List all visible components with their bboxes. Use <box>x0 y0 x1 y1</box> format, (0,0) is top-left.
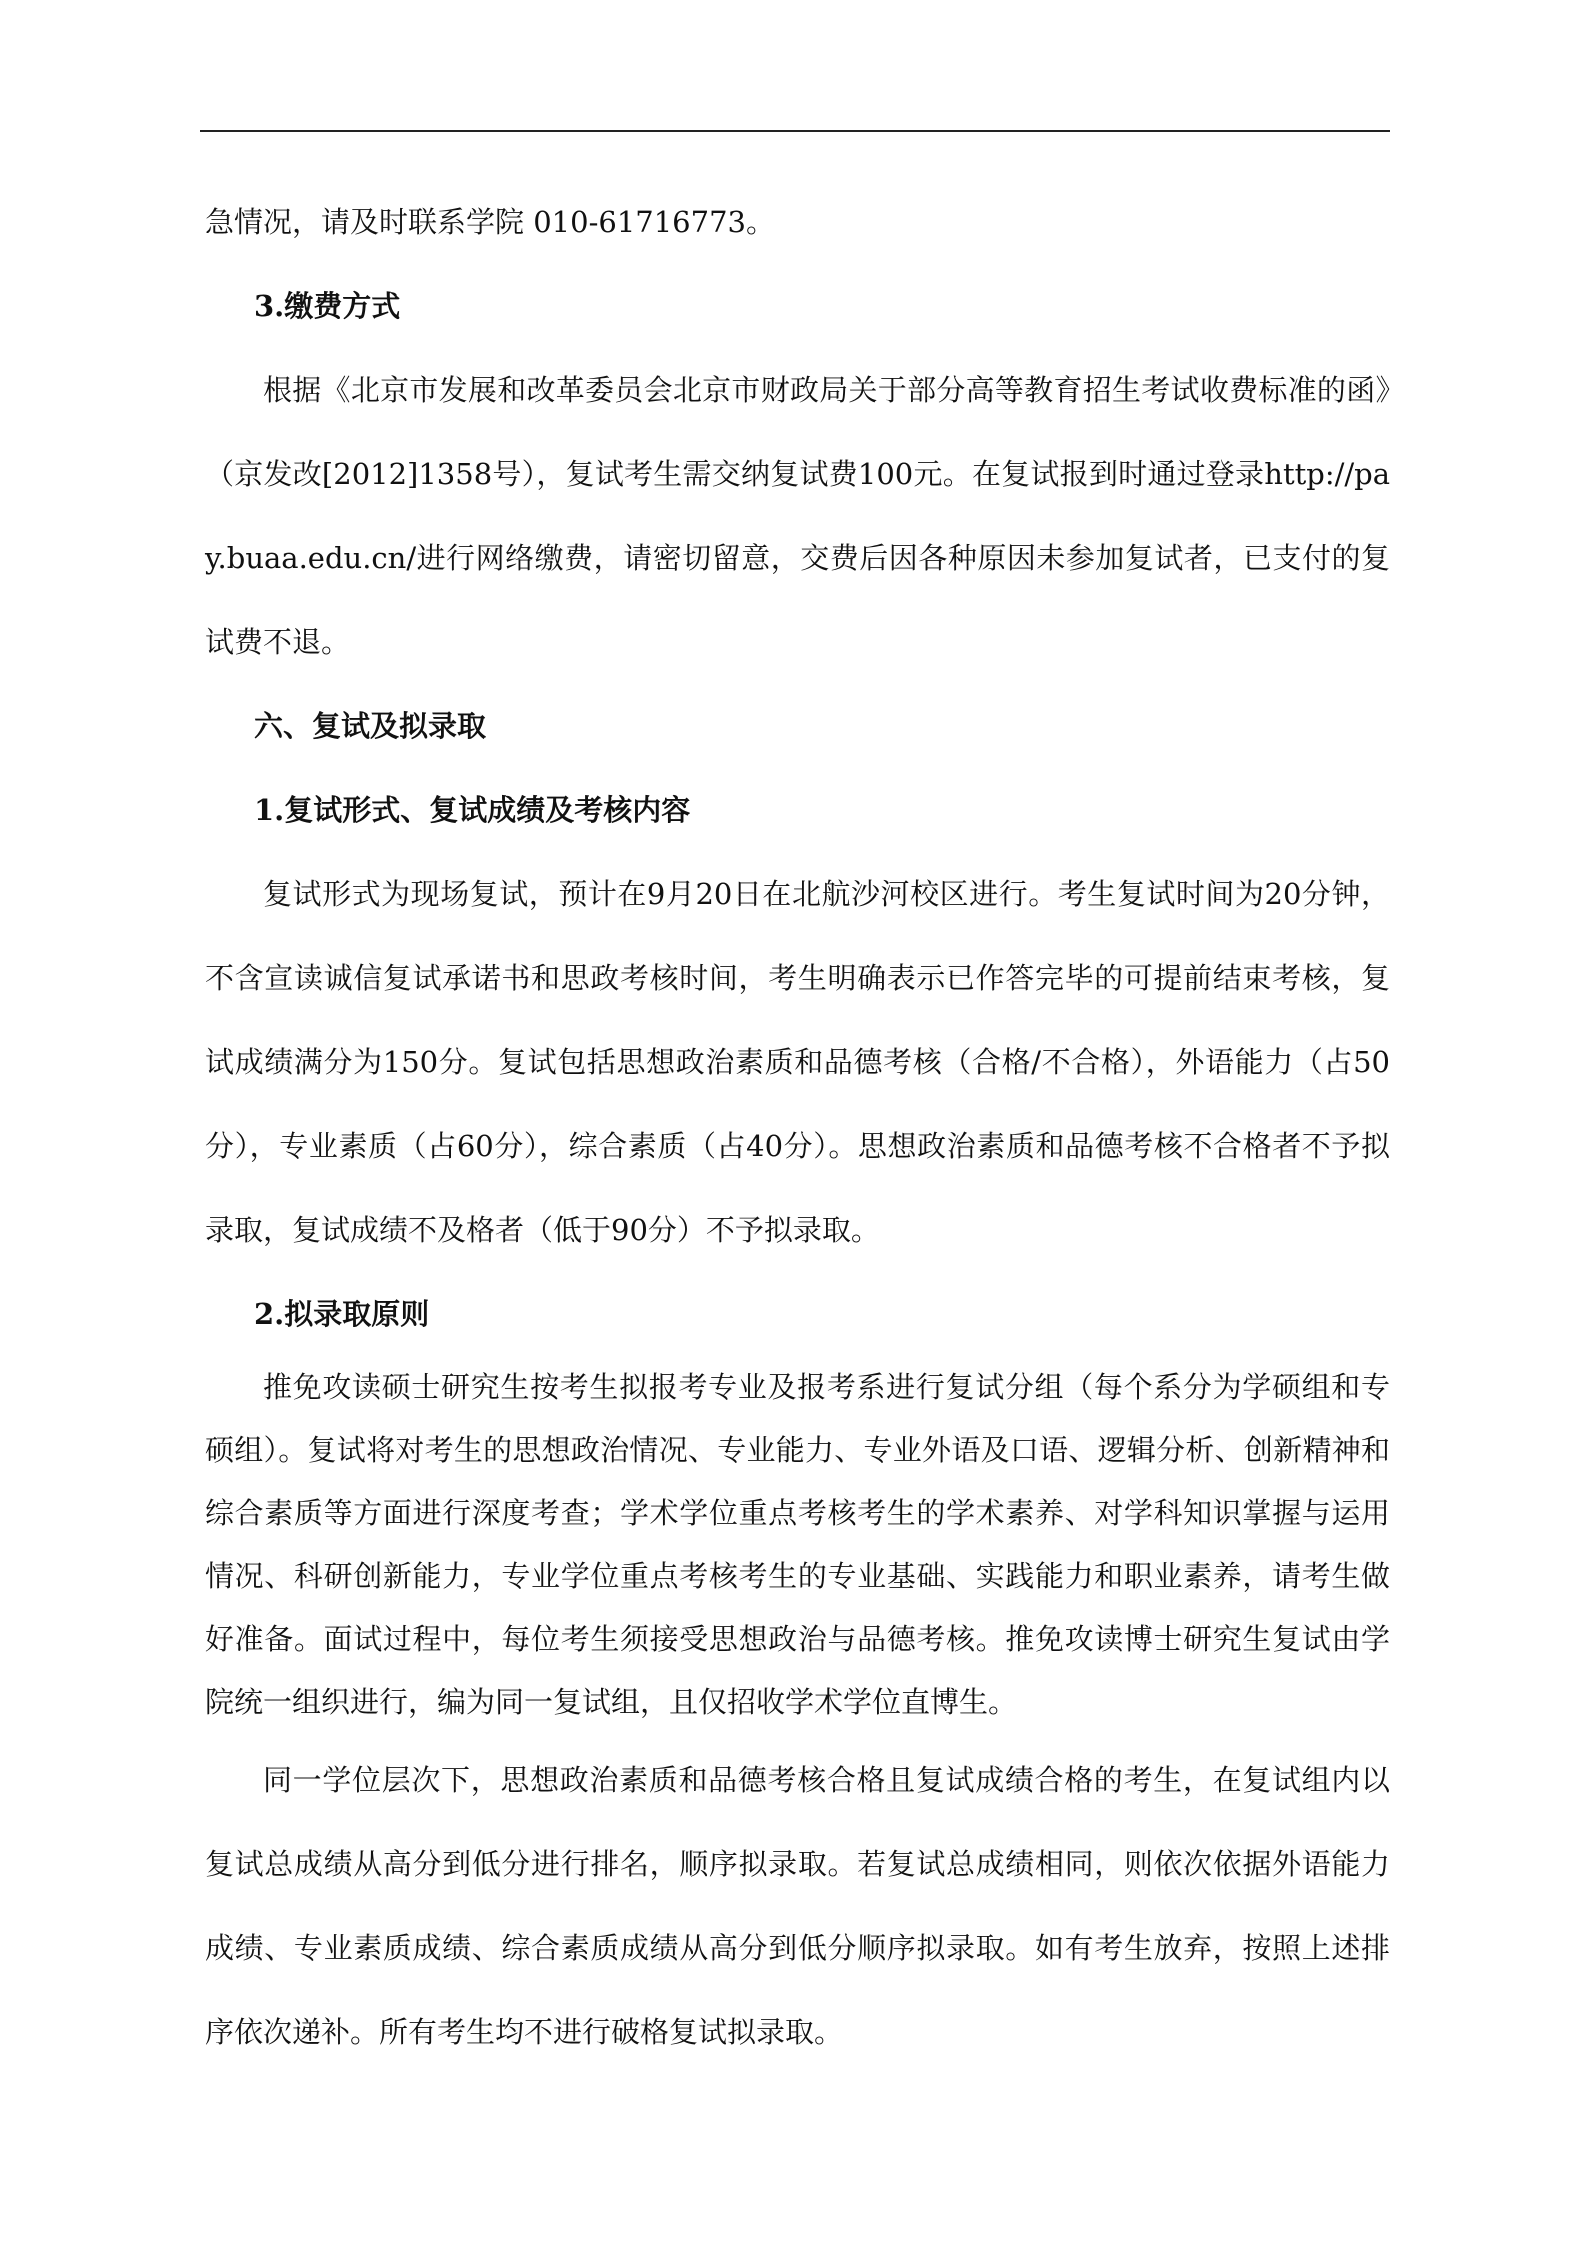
retest-format-paragraph: 复试形式为现场复试，预计在9月20日在北航沙河校区进行。考生复试时间为20分钟，不含宣读诚信复试承诺书和思政考核时间，考生明确表示已作答完毕的可提前结束考核，复试成绩满分为150分。复试包括思想政治素质和品德考核（合格/不合格），外语能力（占50分），专业素质（占60分），综合素质（占40分）。思想政治素质和品德考核不合格者不予拟录取，复试成绩不及格者（低于90分）不予拟录取。 <box>205 877 1390 1247</box>
section-3-heading: 3.缴费方式 <box>254 289 401 323</box>
document-body <box>205 180 1390 2074</box>
admission-principle-paragraph-1: 推免攻读硕士研究生按考生拟报考专业及报考系进行复试分组（每个系分为学硕组和专硕组）。复试将对考生的思想政治情况、专业能力、专业外语及口语、逻辑分析、创新精神和综合素质等方面进行深度考查；学术学位重点考核考生的学术素养、对学科知识掌握与运用情况、科研创新能力，专业学位重点考核考生的专业基础、实践能力和职业素养，请考生做好准备。面试过程中，每位考生须接受思想政治与品德考核。推免攻读博士研究生复试由学院统一组织进行，编为同一复试组，且仅招收学术学位直博生。 <box>205 1370 1390 1719</box>
payment-paragraph: 根据《北京市发展和改革委员会北京市财政局关于部分高等教育招生考试收费标准的函》（京发改[2012]1358号），复试考生需交纳复试费100元。在复试报到时通过登录http://pay.buaa.edu.cn/进行网络缴费，请密切留意，交费后因各种原因未参加复试者，已支付的复试费不退。 <box>205 373 1390 659</box>
subsection-2-heading: 2.拟录取原则 <box>254 1297 430 1331</box>
continuation-paragraph: 急情况，请及时联系学院 010-61716773。 <box>205 205 775 239</box>
admission-principle-paragraph-2: 同一学位层次下，思想政治素质和品德考核合格且复试成绩合格的考生，在复试组内以复试总成绩从高分到低分进行排名，顺序拟录取。若复试总成绩相同，则依次依据外语能力成绩、专业素质成绩、综合素质成绩从高分到低分顺序拟录取。如有考生放弃，按照上述排序依次递补。所有考生均不进行破格复试拟录取。 <box>205 1763 1390 2049</box>
part-6-heading: 六、复试及拟录取 <box>254 709 487 743</box>
subsection-1-heading: 1.复试形式、复试成绩及考核内容 <box>254 793 691 827</box>
header-rule <box>200 130 1390 132</box>
